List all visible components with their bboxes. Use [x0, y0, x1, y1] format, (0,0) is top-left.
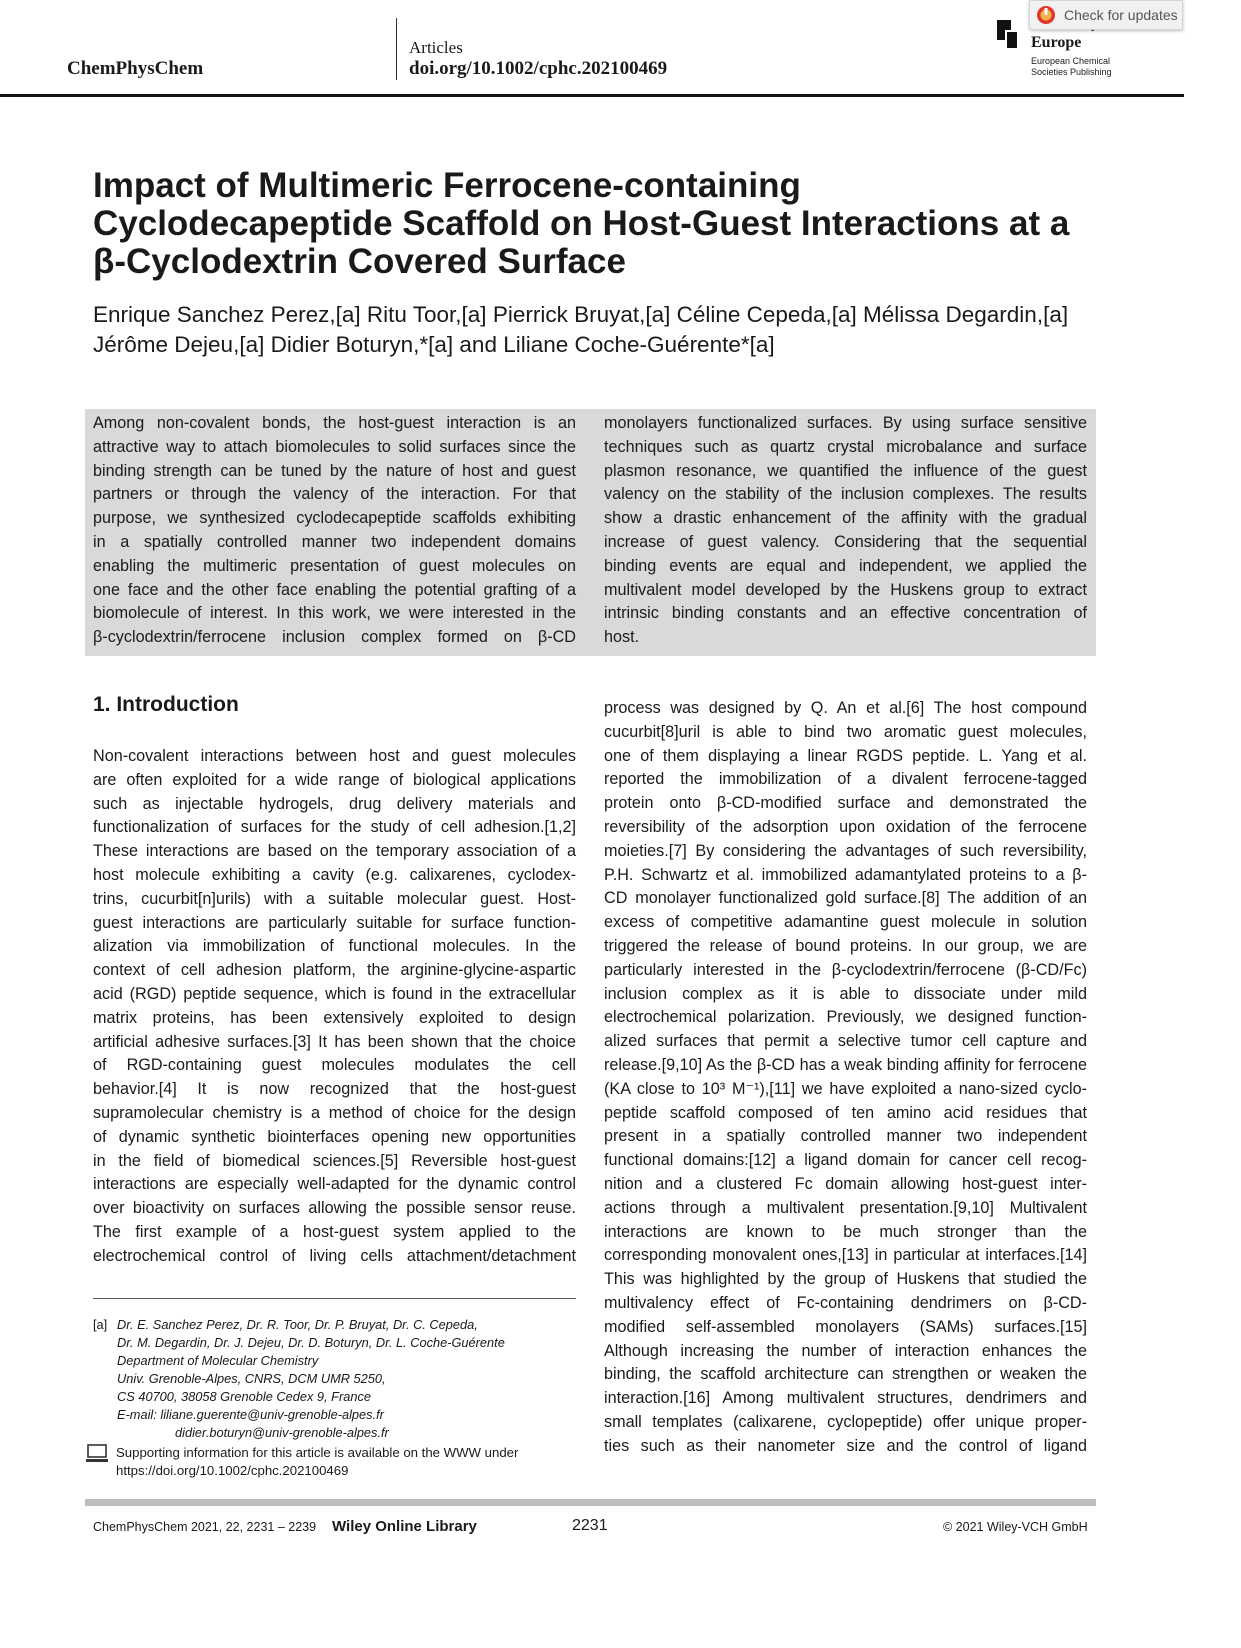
- body-line: alization via immobilization of functional molecules. In the: [93, 937, 576, 956]
- body-line: reported the immobilization of a divalent ferrocene-tagged: [604, 770, 1087, 789]
- header-divider: [396, 18, 397, 80]
- body-line: reversibility of the adsorption upon oxidation of the ferrocene: [604, 817, 1087, 836]
- article-type: Articles: [409, 38, 463, 57]
- body-line: peptide scaffold composed of ten amino acid residues that: [604, 1103, 1087, 1122]
- body-line: P.H. Schwartz et al. immobilized adamantylated proteins to a β-: [604, 865, 1087, 884]
- body-line: interactions are especially well-adapted for the dynamic control: [93, 1175, 576, 1194]
- body-line: corresponding monovalent ones,[13] in particular at interfaces.[14]: [604, 1246, 1087, 1265]
- body-line: particularly interested in the β-cyclodextrin/ferrocene (β-CD/Fc): [604, 960, 1087, 979]
- affiliation-footnote: [93, 1316, 576, 1442]
- title-line: β-Cyclodextrin Covered Surface: [93, 242, 626, 281]
- footnote-label: [a]: [93, 1317, 108, 1332]
- body-line: are often exploited for a wide range of biological applications: [93, 770, 576, 789]
- body-line: CD monolayer functionalized gold surface.[8] The addition of an: [604, 889, 1087, 908]
- abstract-line: attractive way to attach biomolecules to solid surfaces since the: [93, 437, 576, 456]
- footer-copyright: © 2021 Wiley-VCH GmbH: [943, 1520, 1088, 1534]
- body-line: artificial adhesive surfaces.[3] It has been shown that the choice: [93, 1032, 576, 1051]
- section-heading: 1. Introduction: [93, 693, 239, 716]
- supporting-info: [116, 1444, 576, 1480]
- computer-icon: [86, 1444, 108, 1464]
- body-line: such as injectable hydrogels, drug delivery materials and: [93, 794, 576, 813]
- body-line: actions through a multivalent presentation.[9,10] Multivalent: [604, 1198, 1087, 1217]
- body-line: guest interactions are particularly suitable for surface function-: [93, 913, 576, 932]
- abstract-line: increase of guest valency. Considering that the sequential: [604, 532, 1087, 551]
- footnote-rule: [93, 1298, 576, 1299]
- body-line: cucurbit[8]uril is able to bind two aromatic guest molecules,: [604, 722, 1087, 741]
- body-line: behavior.[4] It is now recognized that the host-guest: [93, 1080, 576, 1099]
- author-list: [93, 300, 1143, 360]
- body-right-column: [604, 697, 1087, 1459]
- footnote-line: Department of Molecular Chemistry: [117, 1353, 319, 1368]
- footnote-line: CS 40700, 38058 Grenoble Cedex 9, France: [117, 1389, 371, 1404]
- body-left-column: [93, 745, 576, 1269]
- body-line: These interactions are based on the temporary association of a: [93, 842, 576, 861]
- footnote-email[interactable]: E-mail: liliane.guerente@univ-grenoble-alpes.fr: [117, 1407, 384, 1422]
- body-line: ties such as their nanometer size and the control of ligand: [604, 1436, 1087, 1455]
- body-line: interaction.[16] Among multivalent structures, dendrimers and: [604, 1389, 1087, 1408]
- check-for-updates-button[interactable]: [1029, 0, 1183, 30]
- body-line: present in a spatially controlled manner two independent: [604, 1127, 1087, 1146]
- body-line: acid (RGD) peptide sequence, which is found in the extracellular: [93, 984, 576, 1003]
- body-line: Non-covalent interactions between host and guest molecules: [93, 747, 576, 765]
- body-line: matrix proteins, has been extensively exploited to design: [93, 1008, 576, 1027]
- footnote-line: Dr. E. Sanchez Perez, Dr. R. Toor, Dr. P. Bruyat, Dr. C. Cepeda,: [117, 1317, 478, 1332]
- body-line: in the field of biomedical sciences.[5] Reversible host-guest: [93, 1151, 576, 1170]
- abstract-right-column: [604, 412, 1087, 650]
- journal-name: ChemPhysChem: [67, 58, 204, 79]
- check-updates-icon: [1036, 5, 1056, 25]
- body-line: host molecule exhibiting a cavity (e.g. calixarenes, cyclodex-: [93, 865, 576, 884]
- body-line: of dynamic synthetic biointerfaces opening new opportunities: [93, 1127, 576, 1146]
- body-line: moieties.[7] By considering the advantages of such reversibility,: [604, 841, 1087, 860]
- body-line: binding, the scaffold architecture can strengthen or weaken the: [604, 1365, 1087, 1384]
- abstract-line: one face and the other face enabling the potential grafting of a: [93, 580, 576, 599]
- abstract-line: intrinsic binding constants and an effective concentration of: [604, 604, 1087, 623]
- title-line: Cyclodecapeptide Scaffold on Host-Guest Interactions at a: [93, 204, 1070, 243]
- abstract-line: monolayers functionalized surfaces. By using surface sensitive: [604, 414, 1087, 432]
- si-line: Supporting information for this article is available on the WWW under: [116, 1445, 519, 1460]
- body-line: modified self-assembled monolayers (SAMs) surfaces.[15]: [604, 1317, 1087, 1336]
- abstract-line: show a drastic enhancement of the affinity with the gradual: [604, 509, 1087, 528]
- body-line: release.[9,10] As the β-CD has a weak binding affinity for ferrocene: [604, 1055, 1087, 1074]
- body-line: interactions are known to be much stronger than the: [604, 1222, 1087, 1241]
- body-line: one of them displaying a linear RGDS peptide. L. Yang et al.: [604, 746, 1087, 765]
- abstract-left-column: [93, 412, 576, 650]
- abstract-line: enabling the multimeric presentation of guest molecules on: [93, 556, 576, 575]
- abstract-line: partners or through the valency of the interaction. For that: [93, 485, 576, 504]
- body-line: The first example of a host-guest system applied to the: [93, 1222, 576, 1241]
- body-line: over bioactivity on surfaces allowing the possible sensor reuse.: [93, 1199, 576, 1218]
- logo-subtitle: [1031, 56, 1171, 78]
- doi-link[interactable]: doi.org/10.1002/cphc.202100469: [409, 58, 668, 79]
- abstract-line: techniques such as quartz crystal microbalance and surface: [604, 437, 1087, 456]
- body-line: small templates (calixarene, cyclopeptide) offer unique proper-: [604, 1412, 1087, 1431]
- abstract-line: valency on the stability of the inclusion complexes. The results: [604, 485, 1087, 504]
- logo-subtitle-line1: European Chemical: [1031, 56, 1111, 66]
- abstract-line: multivalent model developed by the Huskens group to extract: [604, 580, 1087, 599]
- footer-citation: ChemPhysChem 2021, 22, 2231 – 2239: [93, 1520, 317, 1534]
- title-line: Impact of Multimeric Ferrocene-containing: [93, 166, 801, 205]
- body-line: electrochemical control of living cells attachment/detachment: [93, 1246, 576, 1265]
- abstract-line: biomolecule of interest. In this work, we were interested in the: [93, 604, 576, 623]
- footnote-email[interactable]: didier.boturyn@univ-grenoble-alpes.fr: [175, 1425, 389, 1440]
- author-line: Enrique Sanchez Perez,[a] Ritu Toor,[a] Pierrick Bruyat,[a] Céline Cepeda,[a] Mélissa Degardin,[a]: [93, 302, 1069, 327]
- body-line: Although increasing the number of interaction enhances the: [604, 1341, 1087, 1360]
- body-line: This was highlighted by the group of Huskens that studied the: [604, 1270, 1087, 1289]
- body-line: of RGD-containing guest molecules modulates the cell: [93, 1056, 576, 1075]
- body-line: alized surfaces that permit a selective tumor cell capture and: [604, 1032, 1087, 1051]
- abstract-line: β-cyclodextrin/ferrocene inclusion complex formed on β-CD: [93, 628, 576, 647]
- body-line: functional domains:[12] a ligand domain for cancer cell recog-: [604, 1151, 1087, 1170]
- body-line: triggered the release of bound proteins. In our group, we are: [604, 936, 1087, 955]
- wiley-online-library-link[interactable]: Wiley Online Library: [332, 1518, 477, 1535]
- logo-text-line2: Europe: [1031, 34, 1082, 51]
- body-line: context of cell adhesion platform, the arginine-glycine-aspartic: [93, 961, 576, 980]
- si-link[interactable]: https://doi.org/10.1002/cphc.202100469: [116, 1463, 349, 1478]
- author-line: Jérôme Dejeu,[a] Didier Boturyn,*[a] and Liliane Coche-Guérente*[a]: [93, 332, 775, 357]
- abstract-line: host.: [604, 628, 640, 647]
- check-updates-label: Check for updates: [1064, 7, 1178, 23]
- body-line: functionalization of surfaces for the study of cell adhesion.[1,2]: [93, 818, 576, 837]
- abstract-line: plasmon resonance, we quantified the influence of the guest: [604, 461, 1087, 480]
- body-line: excess of competitive adamantine guest molecule in solution: [604, 913, 1087, 932]
- chemistry-europe-logo-icon: [997, 20, 1019, 50]
- body-line: inclusion complex as it is able to dissociate under mild: [604, 984, 1087, 1003]
- body-line: electrochemical polarization. Previously, we designed function-: [604, 1008, 1087, 1027]
- article-title: [93, 167, 1103, 281]
- body-line: supramolecular chemistry is a method of choice for the design: [93, 1103, 576, 1122]
- abstract-line: Among non-covalent bonds, the host-guest interaction is an: [93, 414, 576, 432]
- footnote-line: Dr. M. Degardin, Dr. J. Dejeu, Dr. D. Boturyn, Dr. L. Coche-Guérente: [117, 1335, 505, 1350]
- body-line: (KA close to 10³ M⁻¹),[11] we have exploited a nano-sized cyclo-: [604, 1079, 1087, 1098]
- body-line: protein onto β-CD-modified surface and demonstrated the: [604, 794, 1087, 813]
- body-line: process was designed by Q. An et al.[6] The host compound: [604, 699, 1087, 717]
- footnote-line: Univ. Grenoble-Alpes, CNRS, DCM UMR 5250,: [117, 1371, 386, 1386]
- abstract-line: purpose, we synthesized cyclodecapeptide scaffolds exhibiting: [93, 509, 576, 528]
- abstract-line: binding events are equal and independent, we applied the: [604, 556, 1087, 575]
- abstract-line: in a spatially controlled manner two independent domains: [93, 532, 576, 551]
- body-line: multivalency effect of Fc-containing dendrimers on β-CD-: [604, 1293, 1087, 1312]
- logo-subtitle-line2: Societies Publishing: [1031, 67, 1112, 77]
- footer-bar: [85, 1499, 1096, 1506]
- page-number: 2231: [572, 1517, 608, 1534]
- body-line: trins, cucurbit[n]urils) with a suitable molecular guest. Host-: [93, 889, 576, 908]
- abstract-line: binding strength can be tuned by the nature of host and guest: [93, 461, 576, 480]
- body-line: nition and a clustered Fc domain allowing host-guest inter-: [604, 1174, 1087, 1193]
- header-rule: [0, 94, 1184, 97]
